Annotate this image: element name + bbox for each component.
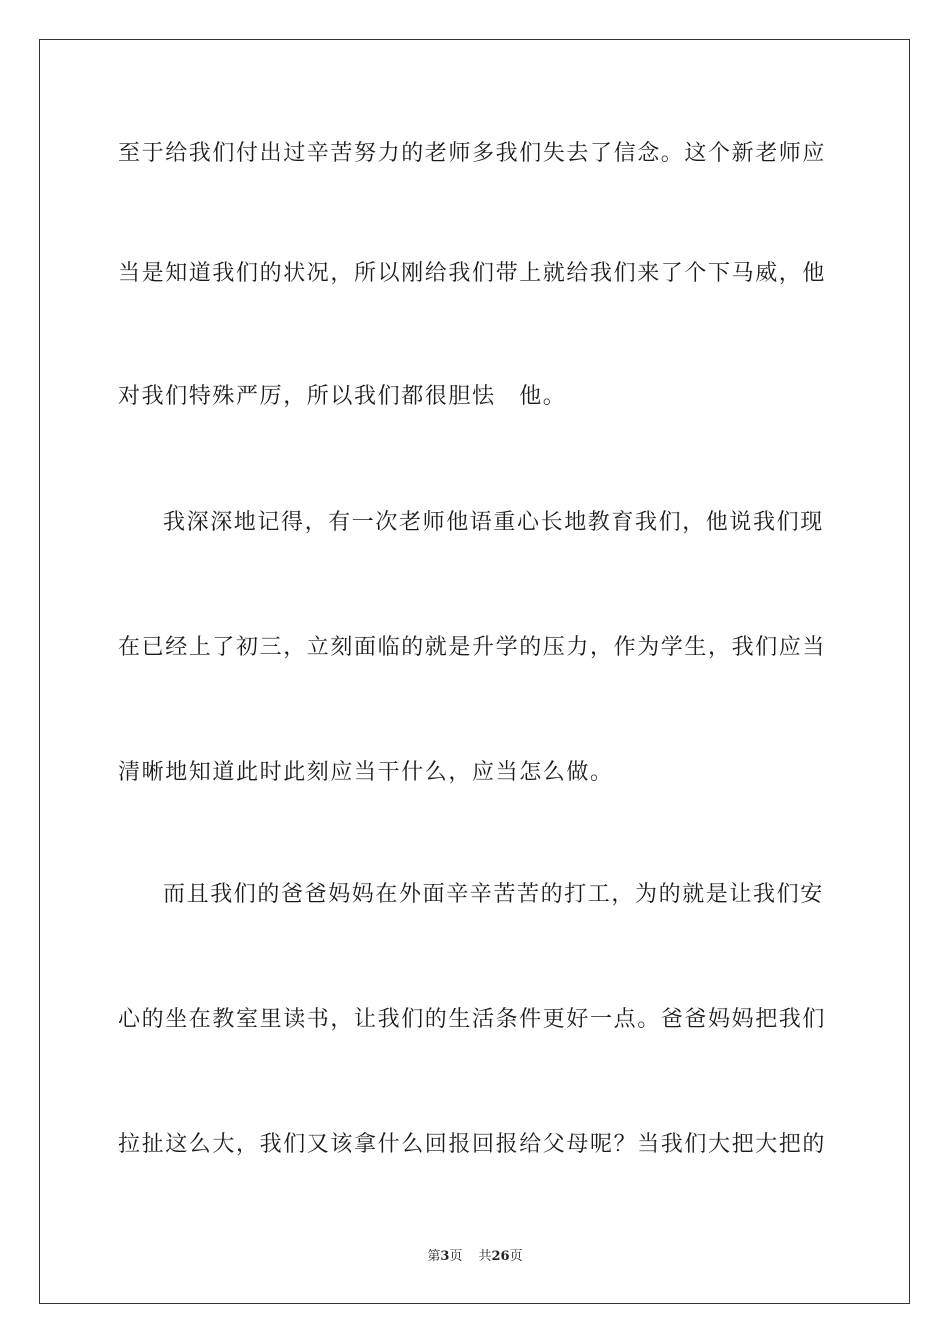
- total-pages: 26: [491, 1249, 510, 1264]
- text-line-6: 清晰地知道此时此刻应当干什么，应当怎么做。: [118, 760, 614, 785]
- text-line-4: 我深深地记得，有一次老师他语重心长地教育我们，他说我们现: [163, 510, 824, 535]
- page-footer: [0, 1248, 950, 1266]
- page-prefix: 第: [427, 1249, 441, 1264]
- page-suffix: 页: [449, 1249, 463, 1264]
- text-line-2: 当是知道我们的状况，所以刚给我们带上就给我们来了个下马威，他: [118, 261, 827, 286]
- total-suffix: 页: [509, 1249, 523, 1264]
- text-line-7: 而且我们的爸爸妈妈在外面辛辛苦苦的打工，为的就是让我们安: [163, 882, 824, 907]
- page-number: 3: [440, 1249, 450, 1264]
- text-line-9: 拉扯这么大，我们又该拿什么回报回报给父母呢？当我们大把大把的: [118, 1132, 827, 1157]
- text-line-3: 对我们特殊严厉，所以我们都很胆怯 他。: [118, 384, 567, 409]
- total-prefix: 共: [478, 1249, 492, 1264]
- page-border: [39, 39, 910, 1304]
- text-line-8: 心的坐在教室里读书，让我们的生活条件更好一点。爸爸妈妈把我们: [118, 1007, 827, 1032]
- text-line-1: 至于给我们付出过辛苦努力的老师多我们失去了信念。这个新老师应: [118, 141, 827, 166]
- text-line-5: 在已经上了初三，立刻面临的就是升学的压力，作为学生，我们应当: [118, 635, 827, 660]
